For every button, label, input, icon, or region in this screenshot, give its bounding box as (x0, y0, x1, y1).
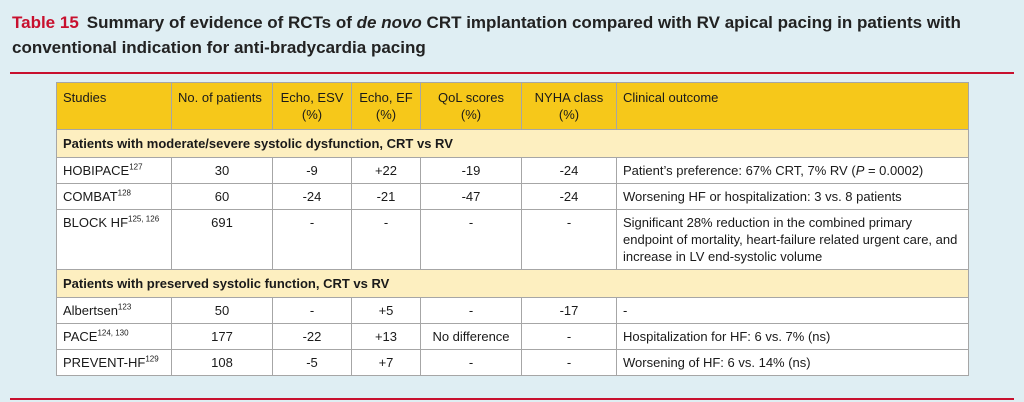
outcome-cell: Worsening of HF: 6 vs. 14% (ns) (617, 350, 969, 376)
table-row (57, 210, 969, 270)
patients-cell: 50 (172, 298, 273, 324)
patients-cell: 108 (172, 350, 273, 376)
header-nyha: NYHA class (%) (522, 83, 617, 130)
nyha-cell: -17 (522, 298, 617, 324)
esv-cell: -5 (273, 350, 352, 376)
header-echo-esv: Echo, ESV (%) (273, 83, 352, 130)
evidence-table (56, 82, 969, 376)
qol-cell: - (421, 350, 522, 376)
section-label: Patients with moderate/severe systolic dysfunction, CRT vs RV (57, 130, 969, 158)
qol-cell: -47 (421, 184, 522, 210)
qol-cell: No difference (421, 324, 522, 350)
patients-cell: 60 (172, 184, 273, 210)
patients-cell: 691 (172, 210, 273, 270)
section-row-preserved-function (57, 270, 969, 298)
study-cell: BLOCK HF$^{125, 126}$ (57, 210, 172, 270)
section-label: Patients with preserved systolic function, CRT vs RV (57, 270, 969, 298)
title-italic: de novo (356, 13, 422, 32)
study-cell: PREVENT-HF$^{129}$ (57, 350, 172, 376)
table-row (57, 158, 969, 184)
table-number: Table 15 (12, 13, 79, 32)
table-row (57, 350, 969, 376)
ef-cell: +5 (352, 298, 421, 324)
outcome-cell: Significant 28% reduction in the combined primary endpoint of mortality, heart-failure related urgent care, and increase in LV end-systolic volume (617, 210, 969, 270)
ef-cell: -21 (352, 184, 421, 210)
patients-cell: 30 (172, 158, 273, 184)
qol-cell: - (421, 210, 522, 270)
esv-cell: - (273, 210, 352, 270)
study-cell: COMBAT$^{128}$ (57, 184, 172, 210)
title-text-start: Summary of evidence of RCTs of (86, 13, 357, 32)
nyha-cell: -24 (522, 184, 617, 210)
header-clinical-outcome: Clinical outcome (617, 83, 969, 130)
nyha-cell: - (522, 324, 617, 350)
nyha-cell: -24 (522, 158, 617, 184)
header-patients: No. of patients (172, 83, 273, 130)
patients-cell: 177 (172, 324, 273, 350)
section-row-systolic-dysfunction (57, 130, 969, 158)
bottom-rule (10, 398, 1014, 400)
nyha-cell: - (522, 350, 617, 376)
outcome-cell: Hospitalization for HF: 6 vs. 7% (ns) (617, 324, 969, 350)
table-row (57, 324, 969, 350)
table-title (12, 10, 1012, 60)
title-text-end: CRT implantation compared with RV apical pacing in patients with conventional indication for anti-bradycardia pacing (12, 13, 961, 57)
table-area (0, 76, 1024, 394)
header-row (57, 83, 969, 130)
top-rule (10, 72, 1014, 74)
qol-cell: - (421, 298, 522, 324)
outcome-cell: Worsening HF or hospitalization: 3 vs. 8 patients (617, 184, 969, 210)
header-studies: Studies (57, 83, 172, 130)
esv-cell: -22 (273, 324, 352, 350)
header-echo-ef: Echo, EF (%) (352, 83, 421, 130)
qol-cell: -19 (421, 158, 522, 184)
outcome-cell: Patient’s preference: 67% CRT, 7% RV (P = 0.0002) (617, 158, 969, 184)
study-cell: PACE$^{124, 130}$ (57, 324, 172, 350)
esv-cell: -9 (273, 158, 352, 184)
outcome-cell: - (617, 298, 969, 324)
table-row (57, 184, 969, 210)
study-cell: HOBIPACE$^{127}$ (57, 158, 172, 184)
header-qol: QoL scores (%) (421, 83, 522, 130)
ef-cell: +7 (352, 350, 421, 376)
esv-cell: -24 (273, 184, 352, 210)
esv-cell: - (273, 298, 352, 324)
ef-cell: - (352, 210, 421, 270)
nyha-cell: - (522, 210, 617, 270)
ef-cell: +13 (352, 324, 421, 350)
study-cell: Albertsen$^{123}$ (57, 298, 172, 324)
table-row (57, 298, 969, 324)
ef-cell: +22 (352, 158, 421, 184)
